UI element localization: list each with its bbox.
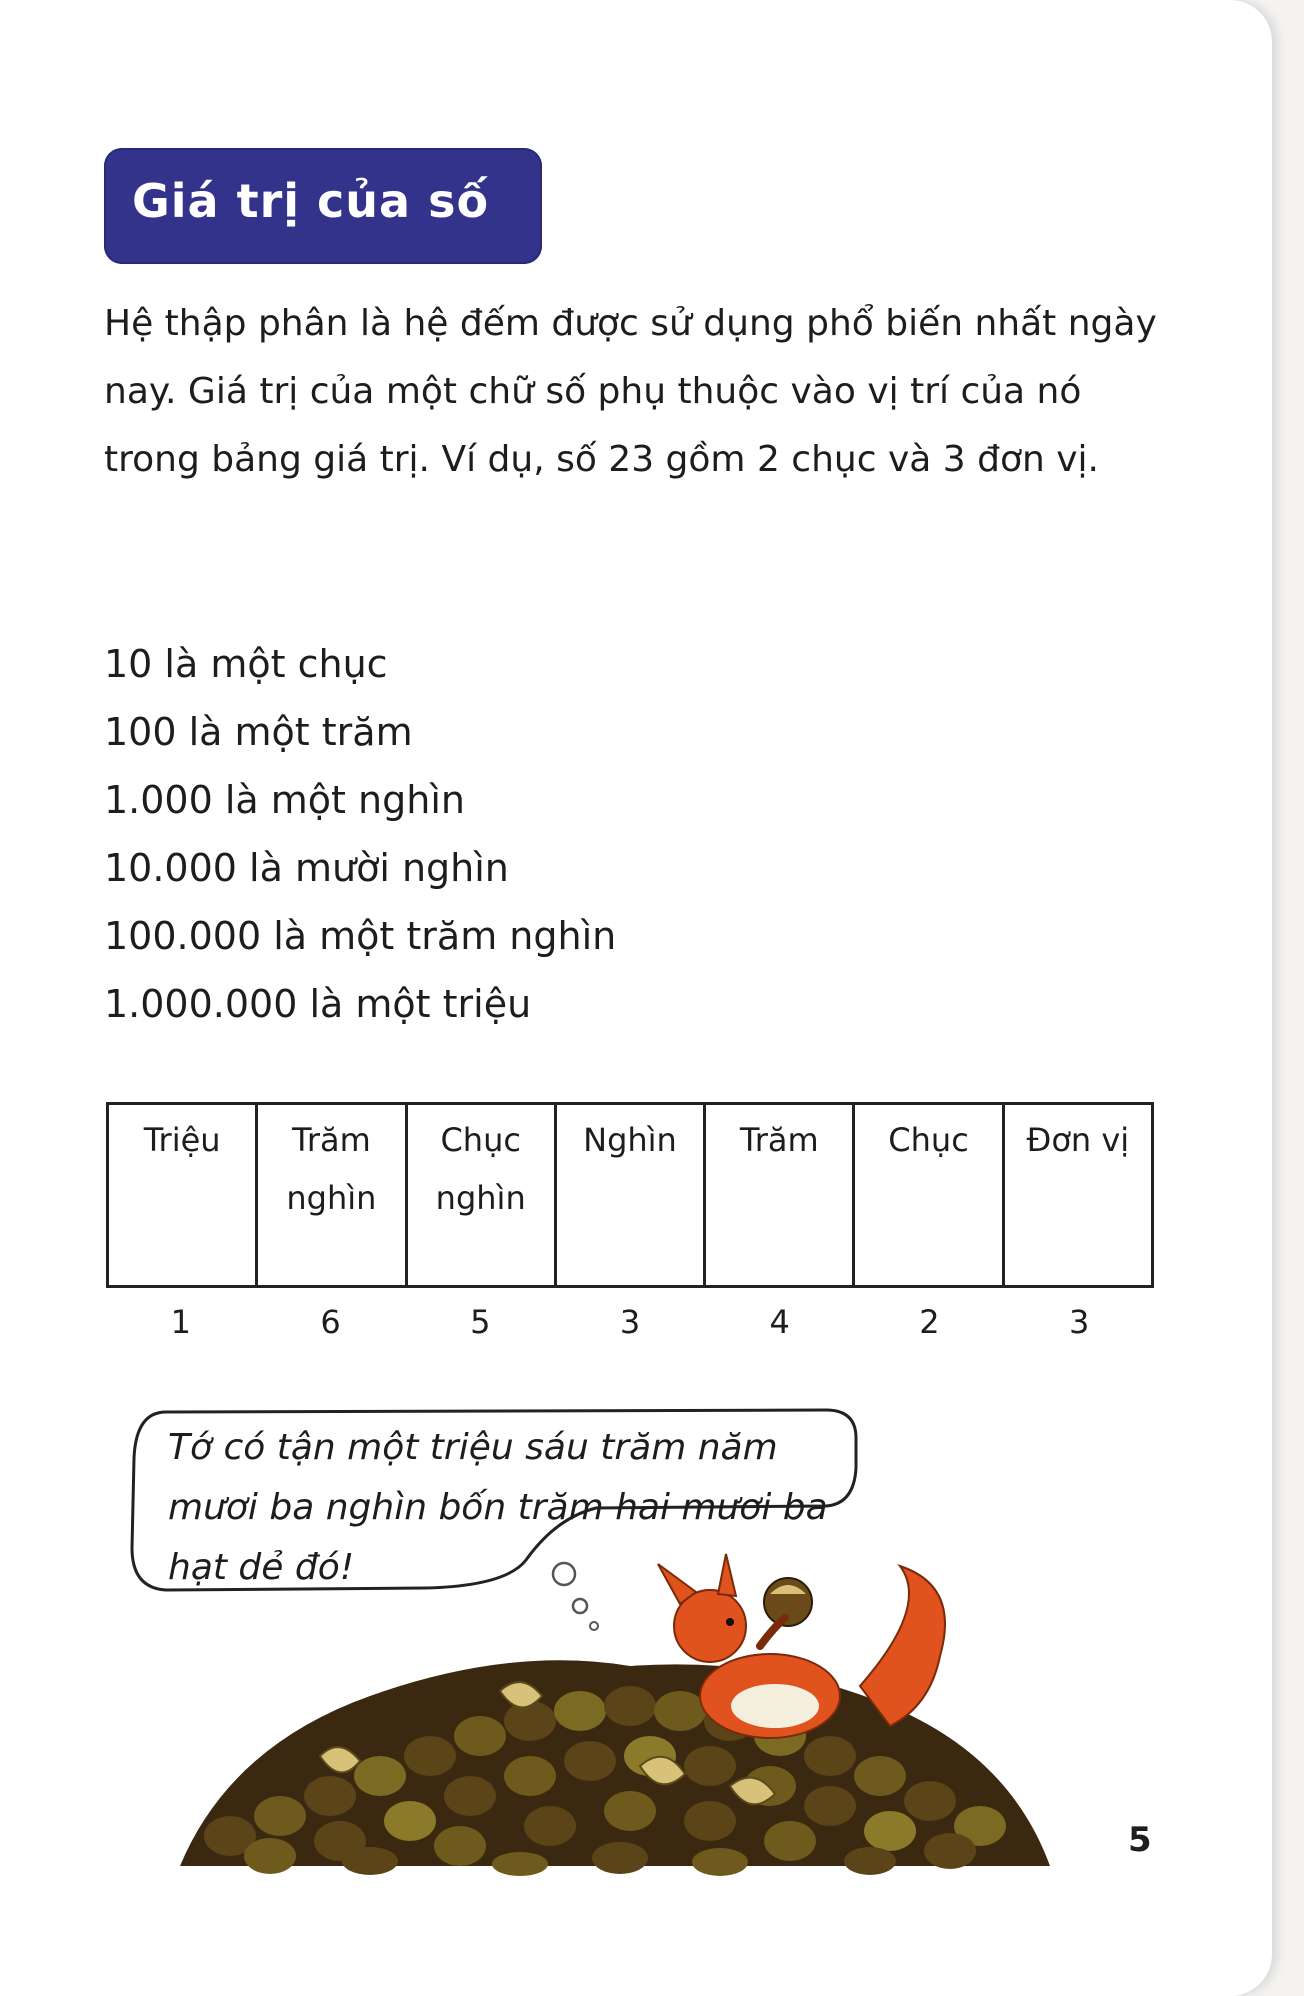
header-thousands: Nghìn <box>555 1104 704 1287</box>
digit-millions: 1 <box>170 1303 192 1341</box>
place-value-table <box>106 1102 1154 1288</box>
list-item: 100 là một trăm <box>104 710 413 754</box>
list-item: 10.000 là mười nghìn <box>104 846 509 890</box>
table-row <box>108 1104 1153 1287</box>
header-millions: Triệu <box>108 1104 257 1287</box>
header-tens: Chục <box>854 1104 1003 1287</box>
list-item: 1.000.000 là một triệu <box>104 982 532 1026</box>
powers-of-ten-list <box>104 630 616 1038</box>
header-hundreds: Trăm <box>705 1104 854 1287</box>
intro-paragraph: Hệ thập phân là hệ đếm được sử dụng phổ biến nhất ngày nay. Giá trị của một chữ số phụ thuộc vào vị trí của nó trong bảng giá trị. Ví dụ, số 23 gồm 2 chục và 3 đơn vị. <box>104 303 1157 480</box>
section-title-badge <box>104 148 542 264</box>
list-item: 100.000 là một trăm nghìn <box>104 914 617 958</box>
speech-text: Tớ có tận một triệu sáu trăm năm mươi ba nghìn bốn trăm hai mươi ba hạt dẻ đó! <box>168 1427 828 1588</box>
header-units: Đơn vị <box>1003 1104 1152 1287</box>
digit-units: 3 <box>1068 1303 1090 1341</box>
digit-hundreds: 4 <box>769 1303 790 1341</box>
page-number: 5 <box>1128 1820 1152 1860</box>
digit-thousands: 3 <box>619 1303 641 1341</box>
list-item: 10 là một chục <box>104 642 388 686</box>
digit-hundred-thousands: 6 <box>320 1303 341 1341</box>
header-hundred-thousands: Trăm nghìn <box>257 1104 406 1287</box>
section-title: Giá trị của số <box>132 174 490 228</box>
digit-row <box>106 1292 1154 1352</box>
squirrel-nut-pile-illustration <box>170 1546 1070 1876</box>
digit-ten-thousands: 5 <box>470 1303 491 1341</box>
digit-tens: 2 <box>919 1303 940 1341</box>
list-item: 1.000 là một nghìn <box>104 778 465 822</box>
header-ten-thousands: Chục nghìn <box>406 1104 555 1287</box>
